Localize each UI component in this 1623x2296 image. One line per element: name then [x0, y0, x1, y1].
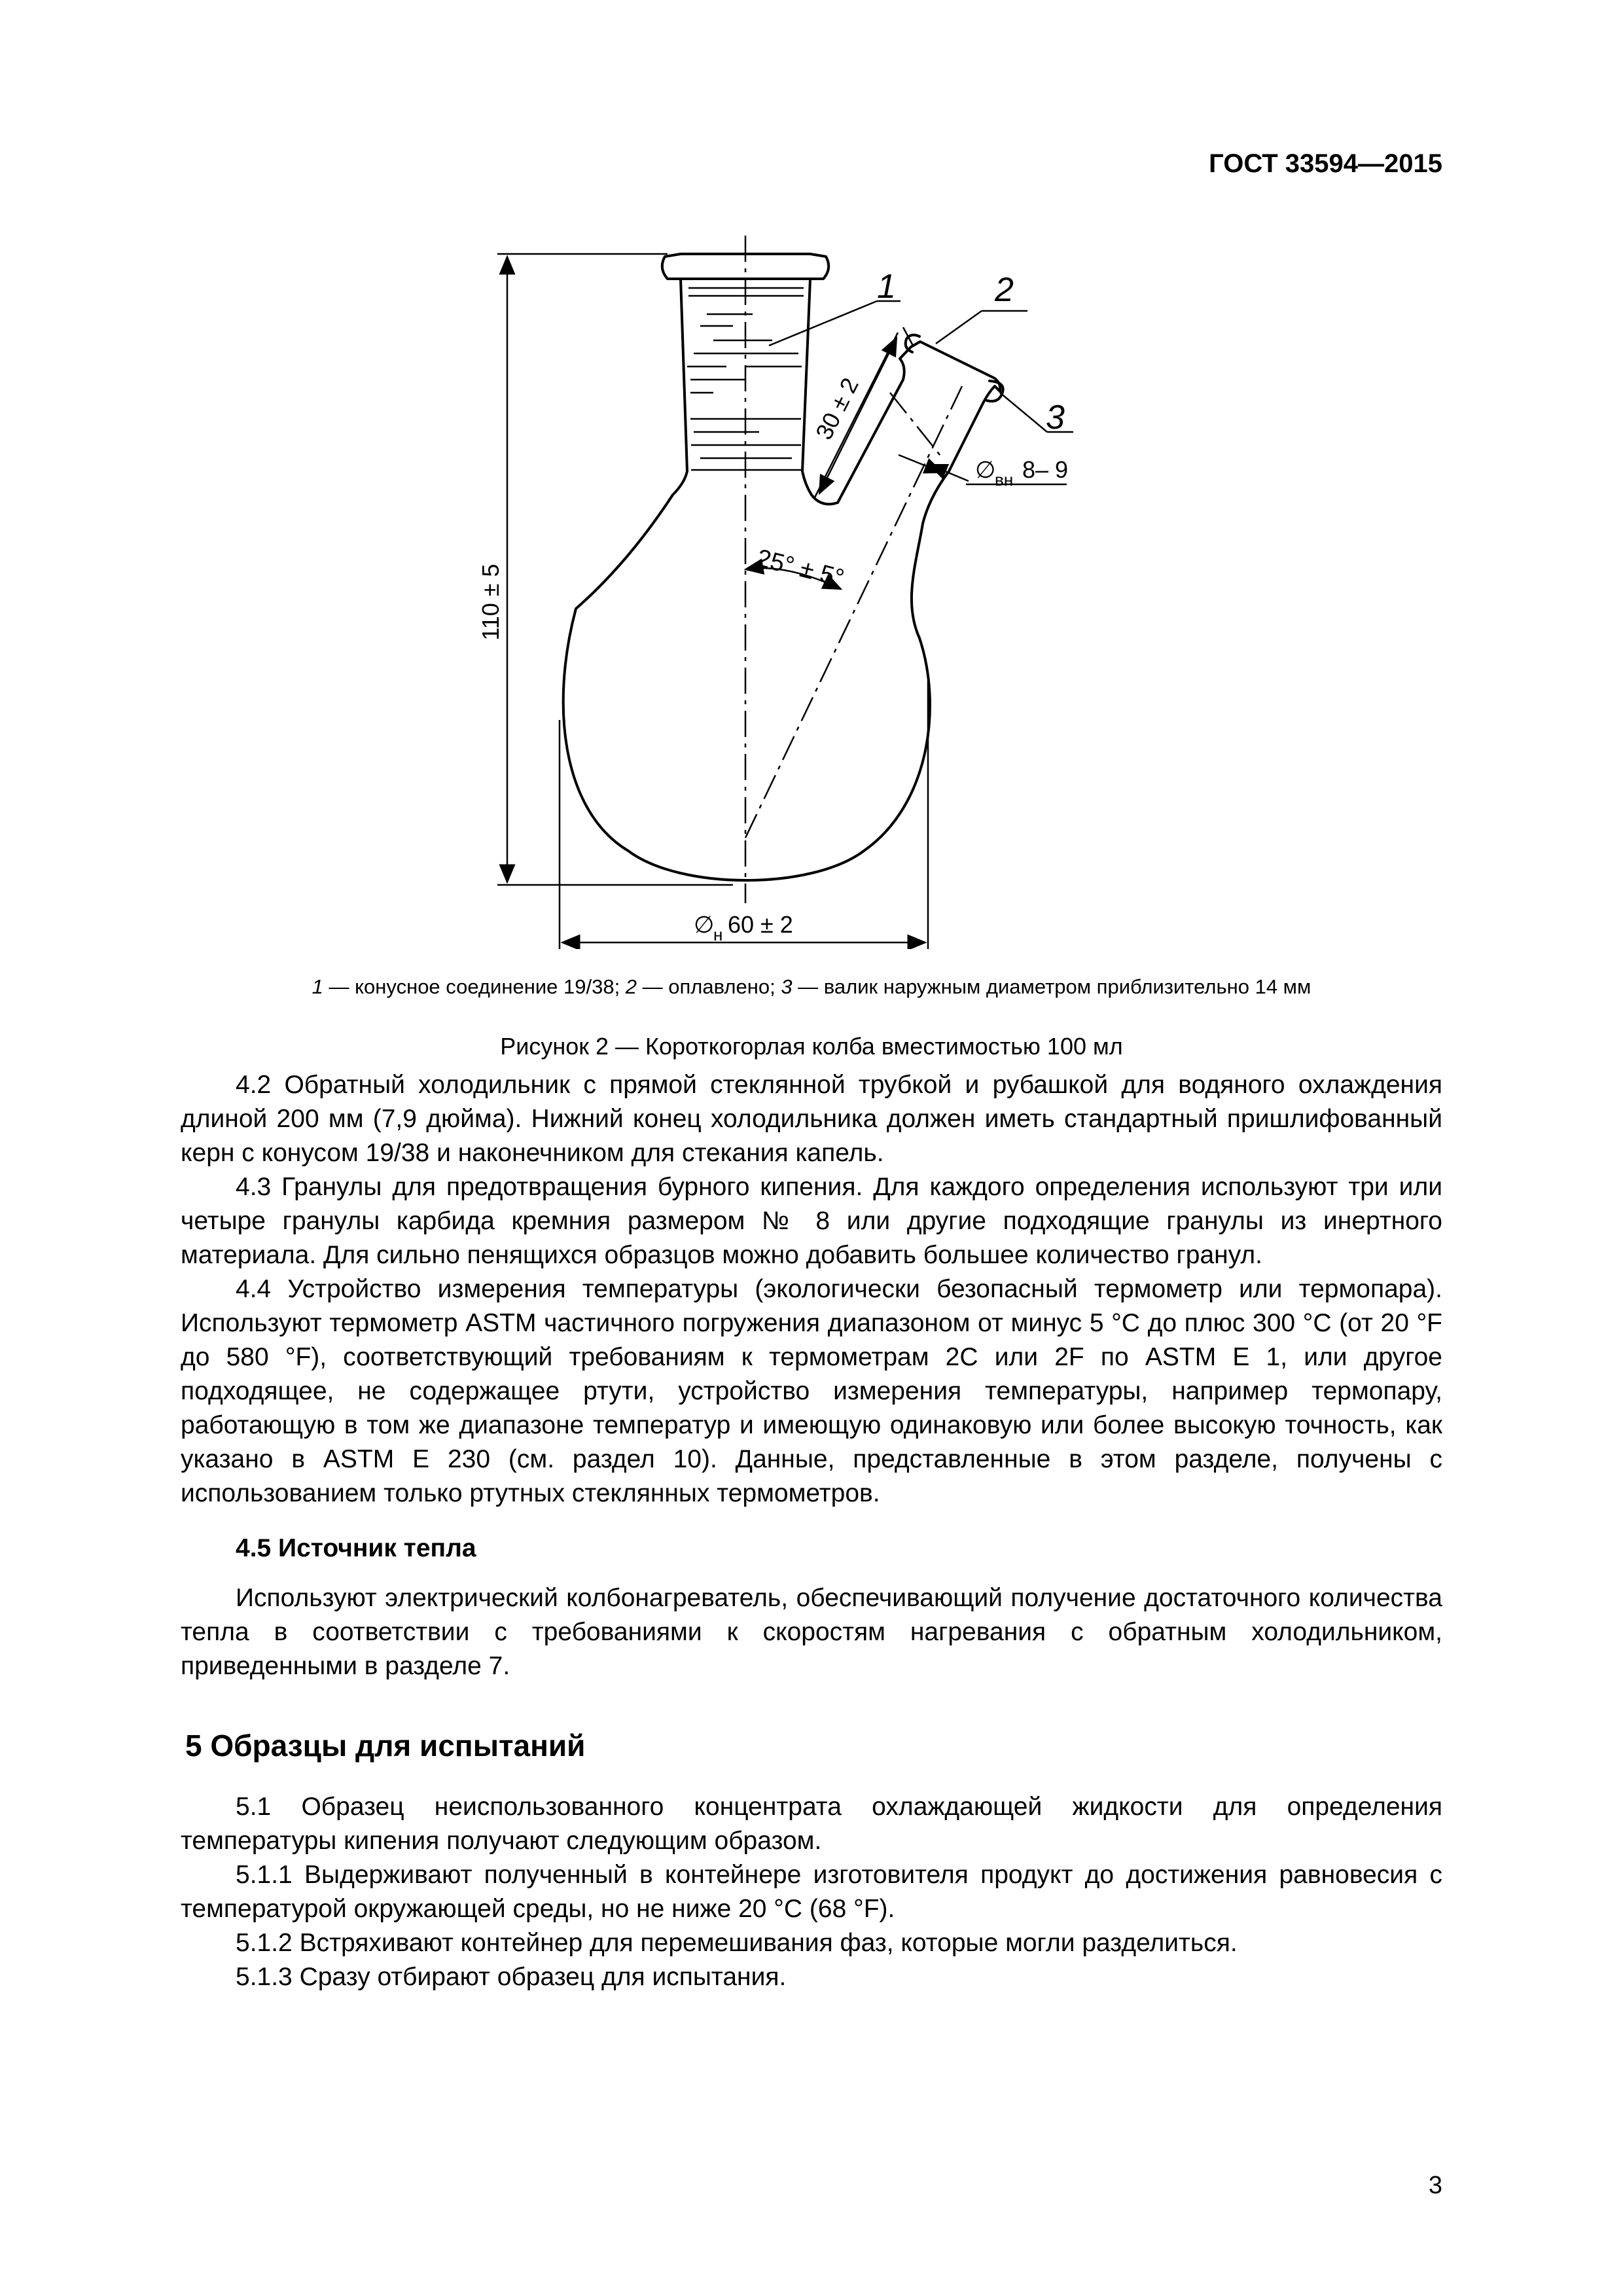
body-diam-symbol: ∅ [694, 911, 715, 938]
callout-2: 2 [995, 271, 1014, 309]
angle-dimension: 25° ± 5° [753, 544, 847, 593]
side-diam-value: 8– 9 [1022, 456, 1069, 483]
page-number: 3 [1428, 2172, 1442, 2199]
document-header: ГОСТ 33594—2015 [1209, 149, 1442, 178]
legend-number-3: 3 [781, 975, 793, 998]
paragraph-5-1-2: 5.1.2 Встряхивают контейнер для перемешивания фаз, которые могли разделиться. [236, 1929, 1238, 1957]
legend-number-1: 1 [312, 975, 323, 998]
paragraph-5-1: 5.1 Образец неиспользованного концентрата охлаждающей жидкости для определения температуры кипения получают следующим образом. [181, 1793, 1442, 1855]
body-diam-value: 60 ± 2 [728, 911, 793, 938]
subheading-4-5: 4.5 Источник тепла [236, 1534, 476, 1562]
callout-3: 3 [1046, 399, 1065, 437]
section-5-heading: 5 Образцы для испытаний [185, 1729, 586, 1763]
flask-drawing [425, 216, 1080, 949]
body-diam-sub: н [713, 925, 723, 944]
height-dimension: 110 ± 5 [477, 564, 504, 641]
side-diam-symbol: ∅ [975, 456, 996, 483]
section-4-5 [181, 1532, 1442, 1683]
paragraph-4-5: Используют электрический колбонагреватель, обеспечивающий получение достаточного количества тепла в соответствии с требованиями к скоростям нагревания с обратным холодильником, приведенными в разделе 7. [181, 1584, 1442, 1680]
section-4-body [181, 1068, 1442, 1511]
paragraph-4-4: 4.4 Устройство измерения температуры (экологически безопасный термометр или термопара). Используют термометр ASTM частичного погружения диапазоном от минус 5 °С до плюс 300 °С (от 20 °F до 580 °F), соответствующий требованиям к термометрам 2С или 2F по ASTM E 1, или другое подходящее, не содержащее ртути, устройство измерения температуры, например термопару, работающую в том же диапазоне температур и имеющую одинаковую или более высокую точность, как указано в ASTM E 230 (см. раздел 10). Данные, представленные в этом разделе, получены с использованием только ртутных стеклянных термометров. [181, 1275, 1442, 1507]
neck-dimension: 30 ± 2 [810, 373, 864, 444]
paragraph-4-3: 4.3 Гранулы для предотвращения бурного кипения. Для каждого определения используют три или четыре гранулы карбида кремния размером № 8 или другие подходящие гранулы из инертного материала. Для сильно пенящихся образцов можно добавить большее количество гранул. [181, 1173, 1442, 1269]
legend-number-2: 2 [625, 975, 637, 998]
section-5-body [181, 1790, 1442, 1994]
figure-title: Рисунок 2 — Короткогорлая колба вместимостью 100 мл [500, 1033, 1123, 1060]
paragraph-5-1-3: 5.1.3 Сразу отбирают образец для испытания. [236, 1963, 787, 1991]
paragraph-5-1-1: 5.1.1 Выдерживают полученный в контейнере изготовителя продукт до достижения равновесия с температурой окружающей среды, но не ниже 20 °С (68 °F). [181, 1861, 1442, 1923]
callout-1: 1 [877, 268, 896, 306]
side-diam-sub: вн [995, 470, 1014, 490]
flask-neck [673, 279, 687, 495]
paragraph-4-2: 4.2 Обратный холодильник с прямой стеклянной трубкой и рубашкой для водяного охлаждения длиной 200 мм (7,9 дюйма). Нижний конец холодильника должен иметь стандартный пришлифованный керн с конусом 19/38 и наконечником для стекания капель. [181, 1071, 1442, 1167]
figure-legend: 1 — конусное соединение 19/38; 2 — оплавлено; 3 — валик наружным диаметром приблизительно 14 мм [312, 975, 1311, 998]
